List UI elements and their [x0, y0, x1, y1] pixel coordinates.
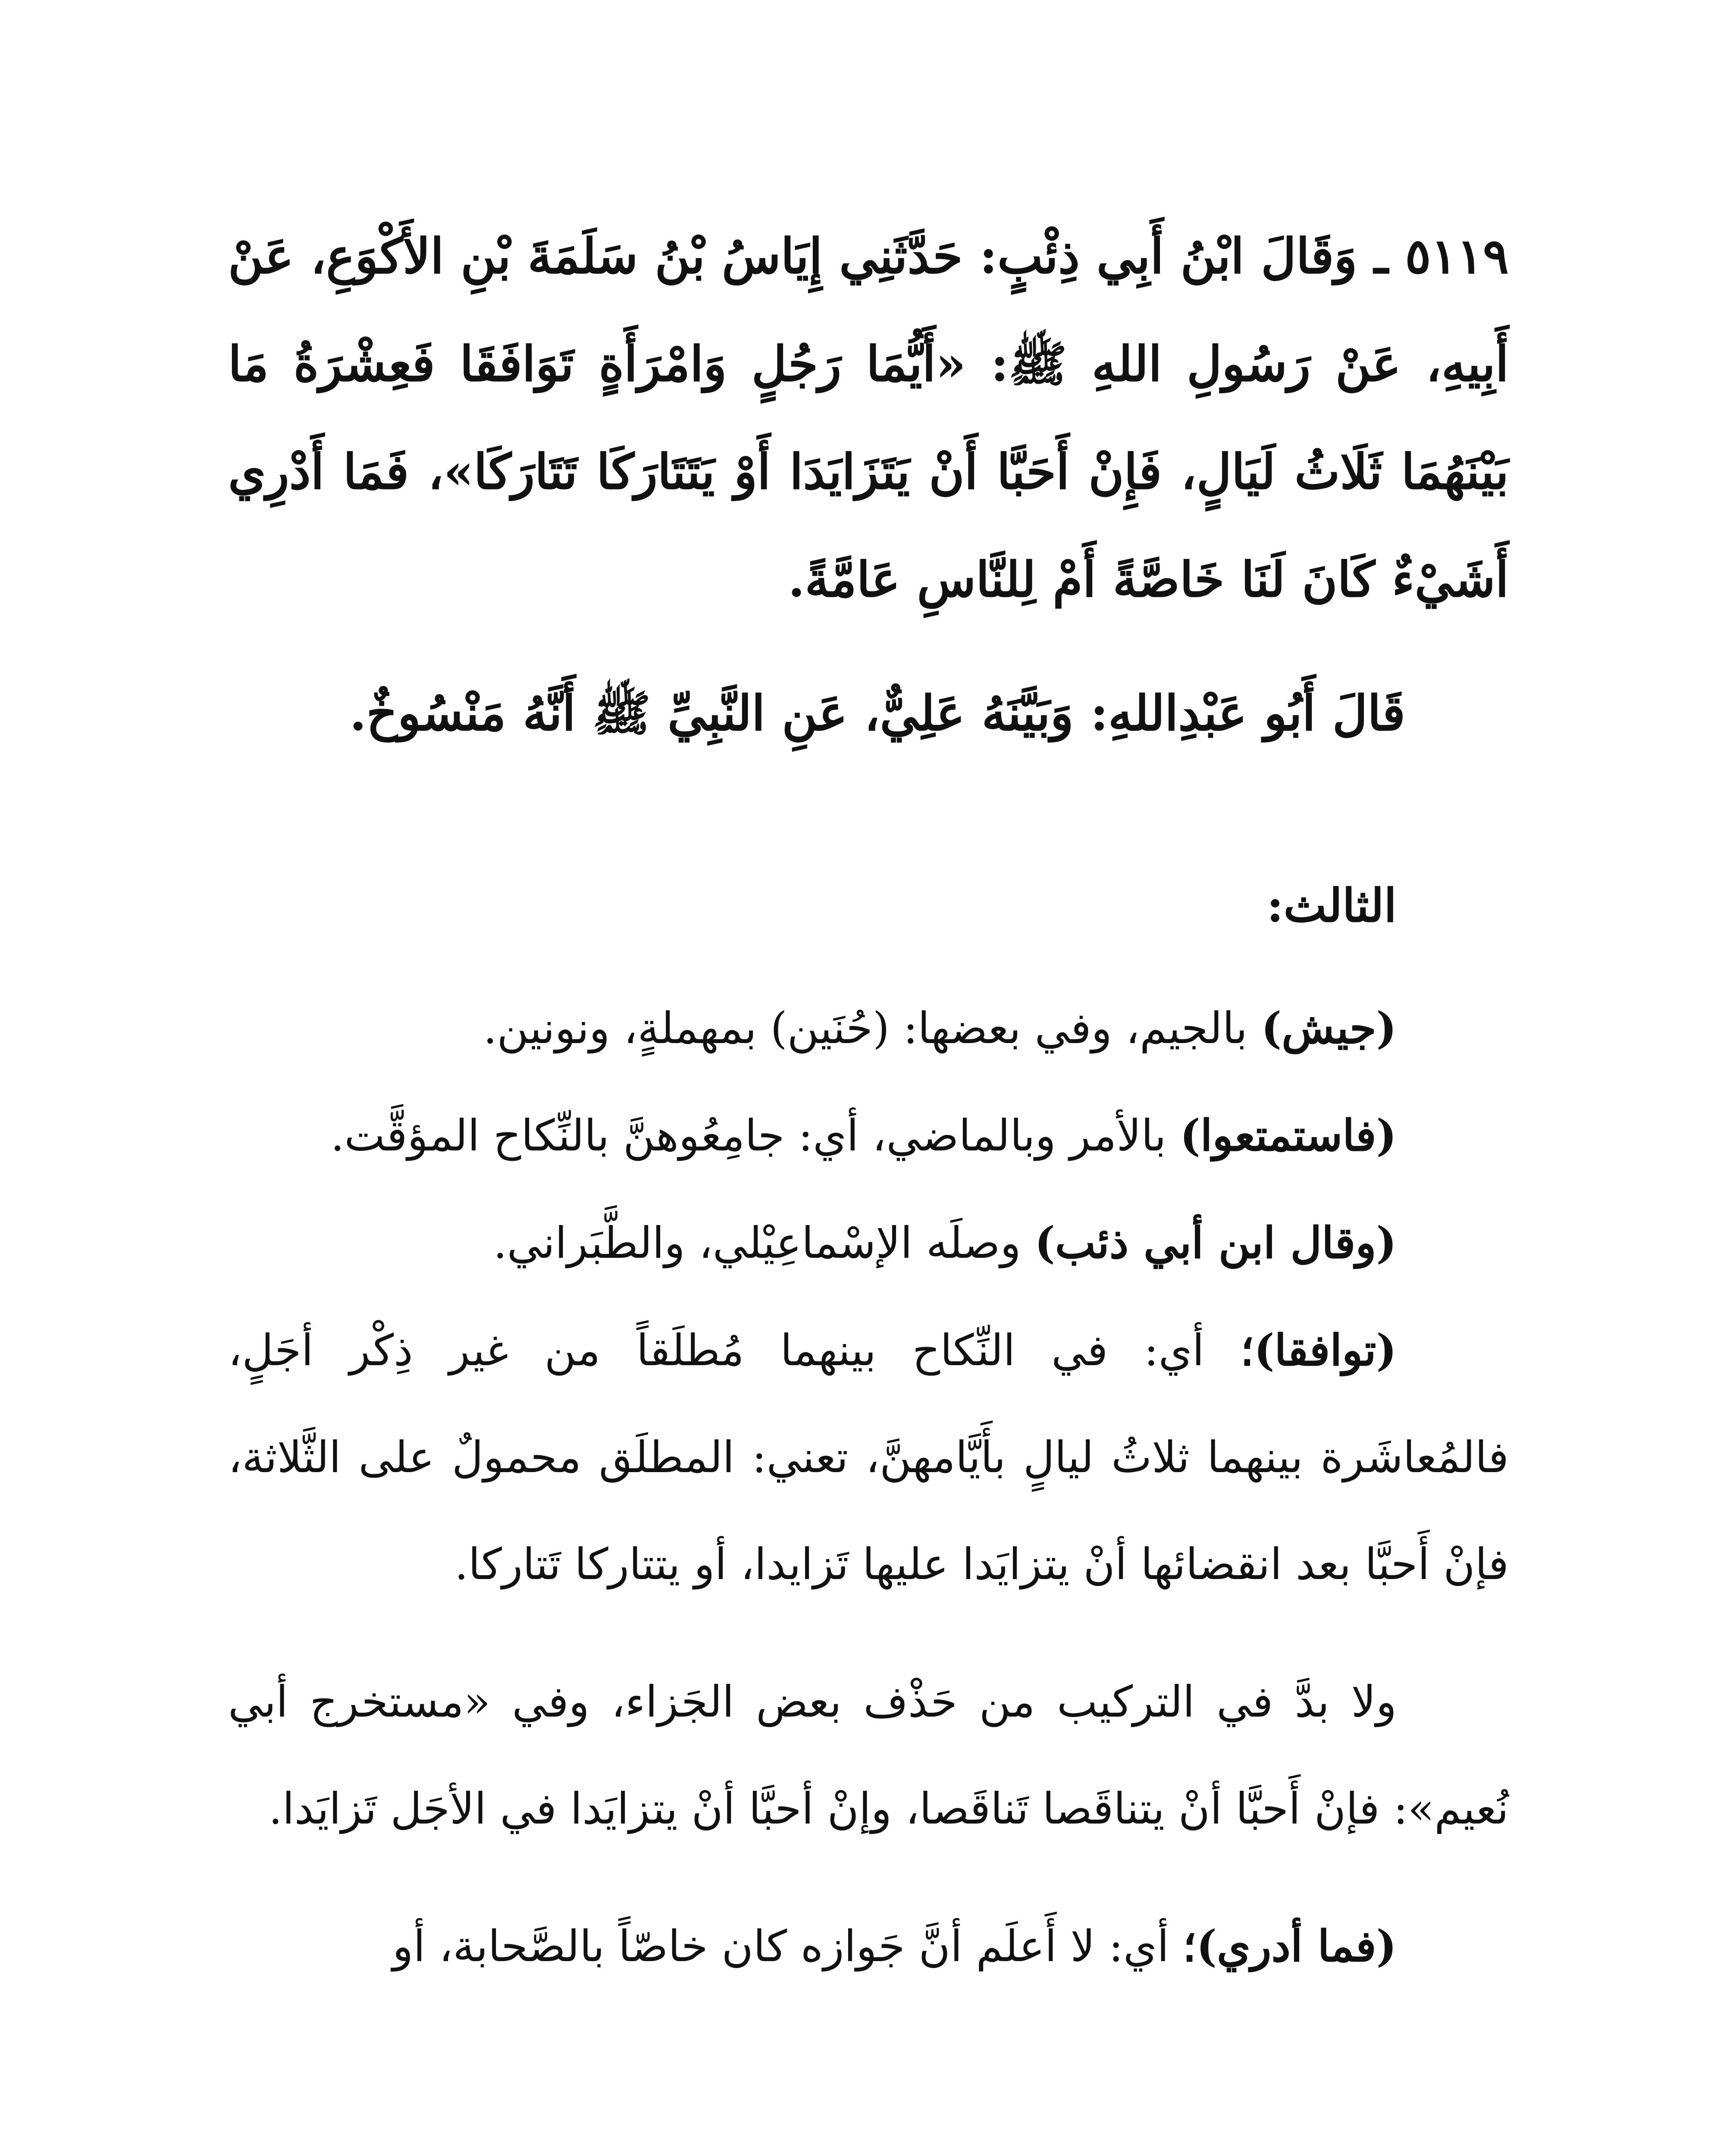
hadith-note: قَالَ أَبُو عَبْدِاللهِ: وَبَيَّنَهُ عَلِيٌّ، عَنِ النَّبِيِّ ﷺ أَنَّهُ مَنْسُوخٌ. — [349, 685, 1405, 742]
commentary-text: أي: في النِّكاح بينهما مُطلَقاً من غير ذِكْر أجَلٍ، فالمُعاشَرة بينهما ثلاثُ ليالٍ بأَيَّامهنَّ، تعني: المطلَق محمولٌ على الثَّلاثة، فإنْ أَحبَّا بعد انقضائها أنْ يتزايَدا عليها تَزايدا، أو يتتاركا تَتاركا. — [228, 1325, 1509, 1589]
commentary-text: بالجيم، وفي بعضها: (حُنَين) بمهملةٍ، ونونين. — [483, 1003, 1261, 1053]
commentary-lemma: (جيش) — [1261, 1003, 1397, 1053]
section-title: الثالث: — [1266, 878, 1397, 932]
hadith-paragraph — [228, 203, 1509, 634]
hadith-text: وَقَالَ ابْنُ أَبِي ذِئْبٍ: حَدَّثَنِي إِيَاسُ بْنُ سَلَمَةَ بْنِ الأَكْوَعِ، عَنْ أَبِيهِ، عَنْ رَسُولِ اللهِ ﷺ: «أَيُّمَا رَجُلٍ وَامْرَأَةٍ تَوَافَقَا فَعِشْرَةُ مَا بَيْنَهُمَا ثَلَاثُ لَيَالٍ، فَإِنْ أَحَبَّا أَنْ يَتَزَايَدَا أَوْ يَتَتَارَكَا تَتَارَكَا»، فَمَا أَدْرِي أَشَيْءٌ كَانَ لَنَا خَاصَّةً أَمْ لِلنَّاسِ عَامَّةً. — [228, 228, 1509, 608]
commentary-text: بالأمر وبالماضي، أي: جامِعُوهنَّ بالنِّكاح المؤقَّت. — [330, 1110, 1180, 1161]
commentary-lemma: (فاستمتعوا) — [1180, 1110, 1397, 1161]
commentary-paragraph — [228, 1189, 1509, 1297]
commentary-lemma: (وقال ابن أبي ذئب) — [1034, 1217, 1397, 1268]
commentary-paragraph — [228, 1082, 1509, 1189]
commentary-text: وصلَه الإسْماعِيْلي، والطَّبَراني. — [493, 1218, 1035, 1268]
commentary-lemma: (توافقا)؛ — [1240, 1325, 1397, 1376]
commentary-text: ولا بدَّ في التركيب من حَذْف بعض الجَزاء، وفي «مستخرج أبي نُعيم»: فإنْ أَحبَّا أنْ يتناقَصا تَناقَصا، وإنْ أحبَّا أنْ يتزايَدا في الأجَل تَزايَدا. — [228, 1677, 1509, 1834]
commentary-text: أي: لا أَعلَم أنَّ جَوازه كان خاصّاً بالصَّحابة، أو — [392, 1921, 1183, 1971]
commentary-paragraph — [228, 1648, 1509, 1862]
commentary-paragraph — [228, 1297, 1509, 1618]
commentary-lemma: (فما أدري)؛ — [1182, 1921, 1397, 1971]
commentary — [228, 975, 1509, 2000]
commentary-paragraph — [228, 975, 1509, 1082]
commentary-paragraph — [228, 1893, 1509, 2000]
hadith-number: ٥١١٩ ـ — [1374, 228, 1509, 285]
